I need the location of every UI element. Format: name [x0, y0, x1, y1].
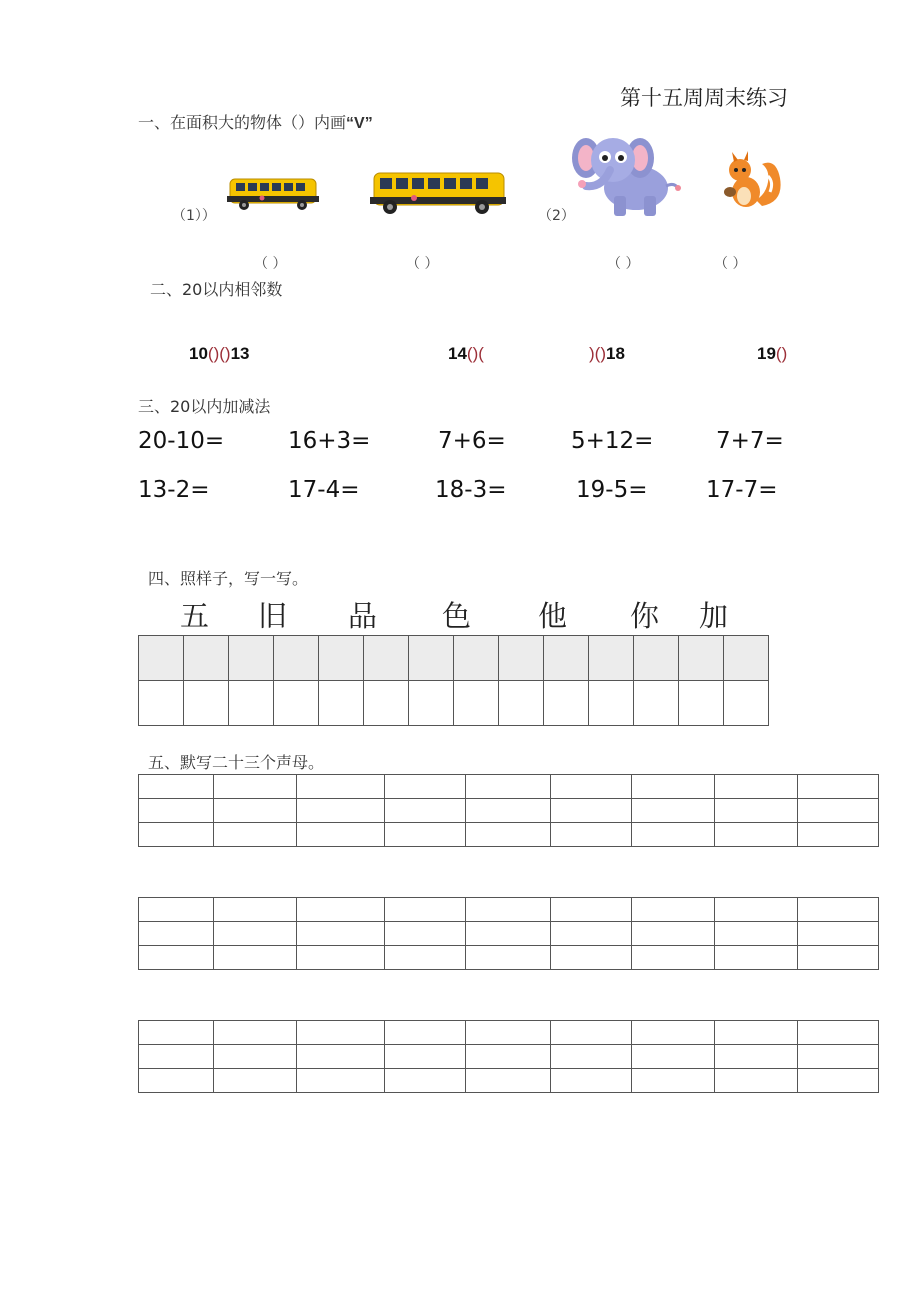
pinyin-cell[interactable]: [139, 799, 214, 823]
writing-cell[interactable]: [139, 636, 184, 681]
writing-cell[interactable]: [589, 636, 634, 681]
writing-cell[interactable]: [724, 681, 769, 726]
pinyin-grid-row: [139, 799, 879, 823]
pinyin-cell[interactable]: [214, 1045, 297, 1069]
writing-grid-row-sample: [139, 636, 769, 681]
writing-cell[interactable]: [184, 681, 229, 726]
section-1-mark: “V”: [346, 115, 373, 132]
pinyin-cell[interactable]: [139, 1045, 214, 1069]
neighbor-1-blanks[interactable]: ()(): [207, 344, 231, 363]
pinyin-cell[interactable]: [297, 898, 385, 922]
writing-cell[interactable]: [589, 681, 634, 726]
pinyin-cell[interactable]: [214, 946, 297, 970]
pinyin-grid-row: [139, 1045, 879, 1069]
pinyin-cell[interactable]: [466, 922, 551, 946]
writing-grid: [138, 635, 769, 726]
writing-cell[interactable]: [274, 681, 319, 726]
pinyin-grid-1: [138, 774, 879, 847]
pinyin-cell[interactable]: [632, 775, 715, 799]
neighbor-item-1: [189, 344, 250, 364]
page-title: 第十五周周末练习: [620, 86, 788, 110]
sample-char-7: 加: [699, 599, 729, 633]
writing-cell[interactable]: [679, 681, 724, 726]
pinyin-cell[interactable]: [715, 922, 798, 946]
pinyin-cell[interactable]: [385, 1045, 466, 1069]
pinyin-cell[interactable]: [798, 1069, 879, 1093]
pinyin-cell[interactable]: [139, 922, 214, 946]
pinyin-cell[interactable]: [385, 1069, 466, 1093]
writing-cell[interactable]: [544, 681, 589, 726]
pinyin-cell[interactable]: [214, 775, 297, 799]
pinyin-cell[interactable]: [715, 823, 798, 847]
pinyin-cell[interactable]: [385, 946, 466, 970]
pinyin-cell[interactable]: [139, 1069, 214, 1093]
pinyin-cell[interactable]: [632, 946, 715, 970]
squirrel-image: [718, 148, 784, 212]
writing-cell[interactable]: [409, 636, 454, 681]
pinyin-cell[interactable]: [798, 775, 879, 799]
pinyin-cell[interactable]: [297, 1045, 385, 1069]
pinyin-cell[interactable]: [466, 775, 551, 799]
neighbor-4-a: 19: [757, 344, 776, 363]
pinyin-grid-body: [139, 775, 879, 847]
pinyin-cell[interactable]: [214, 1069, 297, 1093]
writing-cell[interactable]: [409, 681, 454, 726]
equation-2-4: 19-5=: [576, 477, 648, 503]
writing-cell[interactable]: [679, 636, 724, 681]
pinyin-cell[interactable]: [297, 799, 385, 823]
pinyin-grid-body: [139, 1021, 879, 1093]
pinyin-cell[interactable]: [551, 1069, 632, 1093]
pinyin-cell[interactable]: [715, 799, 798, 823]
small-bus-image: [224, 176, 320, 212]
pinyin-grid-2: [138, 897, 879, 970]
pinyin-cell[interactable]: [632, 898, 715, 922]
pinyin-cell[interactable]: [385, 1021, 466, 1045]
neighbor-item-4: [757, 344, 787, 364]
writing-cell[interactable]: [499, 681, 544, 726]
writing-cell[interactable]: [544, 636, 589, 681]
section-1-label: [138, 110, 373, 133]
pinyin-cell[interactable]: [297, 1021, 385, 1045]
answer-paren-4[interactable]: （ ）: [714, 256, 747, 272]
pinyin-grid-row: [139, 922, 879, 946]
pinyin-cell[interactable]: [798, 823, 879, 847]
writing-grid-row-practice: [139, 681, 769, 726]
pinyin-grid-3: [138, 1020, 879, 1093]
pinyin-cell[interactable]: [798, 946, 879, 970]
pinyin-cell[interactable]: [214, 799, 297, 823]
pinyin-grid-row: [139, 775, 879, 799]
pinyin-grid-row: [139, 1069, 879, 1093]
pinyin-cell[interactable]: [551, 898, 632, 922]
writing-cell[interactable]: [184, 636, 229, 681]
pinyin-cell[interactable]: [551, 823, 632, 847]
pinyin-cell[interactable]: [715, 1045, 798, 1069]
pinyin-cell[interactable]: [385, 799, 466, 823]
sample-char-5: 他: [538, 599, 568, 633]
section-5-label: 五、默写二十三个声母。: [148, 753, 325, 772]
answer-paren-3[interactable]: （ ）: [607, 256, 640, 272]
pinyin-grid-row: [139, 946, 879, 970]
pinyin-cell[interactable]: [214, 1021, 297, 1045]
pinyin-cell[interactable]: [139, 946, 214, 970]
pinyin-cell[interactable]: [798, 898, 879, 922]
neighbor-item-2: [448, 344, 484, 364]
section-2-label: 二、20以内相邻数: [150, 280, 283, 299]
pinyin-cell[interactable]: [798, 1021, 879, 1045]
pinyin-cell[interactable]: [551, 775, 632, 799]
pinyin-cell[interactable]: [297, 946, 385, 970]
writing-cell[interactable]: [229, 681, 274, 726]
equation-1-1: 20-10=: [138, 428, 225, 454]
pinyin-cell[interactable]: [139, 823, 214, 847]
writing-cell[interactable]: [364, 636, 409, 681]
pinyin-cell[interactable]: [385, 898, 466, 922]
pinyin-cell[interactable]: [139, 1021, 214, 1045]
pinyin-cell[interactable]: [798, 922, 879, 946]
equation-2-2: 17-4=: [288, 477, 360, 503]
writing-cell[interactable]: [454, 636, 499, 681]
writing-cell[interactable]: [274, 636, 319, 681]
writing-cell[interactable]: [724, 636, 769, 681]
neighbor-2-blanks[interactable]: ()(: [466, 344, 484, 363]
pinyin-cell[interactable]: [715, 775, 798, 799]
pinyin-cell[interactable]: [551, 922, 632, 946]
pinyin-cell[interactable]: [632, 799, 715, 823]
pinyin-cell[interactable]: [466, 1069, 551, 1093]
pinyin-cell[interactable]: [385, 775, 466, 799]
neighbor-3-blanks[interactable]: )(): [589, 344, 606, 363]
pinyin-cell[interactable]: [297, 1069, 385, 1093]
pinyin-cell[interactable]: [466, 1045, 551, 1069]
pinyin-cell[interactable]: [715, 946, 798, 970]
pinyin-cell[interactable]: [798, 1045, 879, 1069]
writing-cell[interactable]: [229, 636, 274, 681]
answer-paren-1[interactable]: （ ）: [254, 256, 287, 272]
pinyin-cell[interactable]: [466, 1021, 551, 1045]
item-1-label: （1））: [172, 208, 216, 224]
pinyin-cell[interactable]: [551, 799, 632, 823]
pinyin-grid-row: [139, 823, 879, 847]
neighbor-1-c: 13: [230, 344, 250, 363]
equation-2-1: 13-2=: [138, 477, 210, 503]
equation-1-4: 5+12=: [571, 428, 654, 454]
pinyin-cell[interactable]: [632, 1021, 715, 1045]
pinyin-cell[interactable]: [715, 1021, 798, 1045]
pinyin-cell[interactable]: [466, 946, 551, 970]
pinyin-cell[interactable]: [551, 1021, 632, 1045]
pinyin-grid-body: [139, 898, 879, 970]
writing-cell[interactable]: [454, 681, 499, 726]
writing-cell[interactable]: [364, 681, 409, 726]
writing-cell[interactable]: [319, 636, 364, 681]
pinyin-cell[interactable]: [297, 823, 385, 847]
neighbor-3-c: 18: [605, 344, 625, 363]
writing-cell[interactable]: [319, 681, 364, 726]
pinyin-cell[interactable]: [798, 799, 879, 823]
equation-2-3: 18-3=: [435, 477, 507, 503]
neighbor-1-a: 10: [189, 344, 208, 363]
pinyin-cell[interactable]: [214, 898, 297, 922]
pinyin-cell[interactable]: [466, 823, 551, 847]
pinyin-cell[interactable]: [715, 898, 798, 922]
section-3-label: 三、20以内加减法: [138, 397, 271, 416]
sample-char-6: 你: [630, 599, 660, 633]
pinyin-cell[interactable]: [632, 823, 715, 847]
sample-char-4: 色: [442, 599, 472, 633]
pinyin-cell[interactable]: [214, 823, 297, 847]
section-1-prefix: 一、在面积大的物体（）内画: [138, 113, 347, 132]
pinyin-cell[interactable]: [466, 799, 551, 823]
sample-char-3: 品: [348, 599, 378, 633]
pinyin-cell[interactable]: [466, 898, 551, 922]
equation-2-5: 17-7=: [706, 477, 778, 503]
pinyin-cell[interactable]: [139, 898, 214, 922]
pinyin-cell[interactable]: [632, 1045, 715, 1069]
pinyin-grid-row: [139, 1021, 879, 1045]
writing-cell[interactable]: [634, 681, 679, 726]
pinyin-cell[interactable]: [551, 946, 632, 970]
sample-char-1: 五: [180, 599, 210, 633]
elephant-image: [572, 130, 684, 222]
equation-1-3: 7+6=: [438, 428, 506, 454]
pinyin-cell[interactable]: [551, 1045, 632, 1069]
pinyin-cell[interactable]: [385, 823, 466, 847]
neighbor-item-3: [589, 344, 625, 364]
equation-1-5: 7+7=: [716, 428, 784, 454]
writing-cell[interactable]: [499, 636, 544, 681]
pinyin-grid-row: [139, 898, 879, 922]
item-2-label: （2）: [538, 208, 575, 224]
large-bus-image: [366, 170, 508, 216]
neighbor-2-a: 14: [448, 344, 467, 363]
pinyin-cell[interactable]: [297, 775, 385, 799]
equation-1-2: 16+3=: [288, 428, 371, 454]
pinyin-cell[interactable]: [715, 1069, 798, 1093]
pinyin-cell[interactable]: [632, 1069, 715, 1093]
pinyin-cell[interactable]: [214, 922, 297, 946]
writing-cell[interactable]: [139, 681, 184, 726]
neighbor-4-blanks[interactable]: (): [775, 344, 788, 363]
answer-paren-2[interactable]: （ ）: [406, 256, 439, 272]
writing-cell[interactable]: [634, 636, 679, 681]
pinyin-cell[interactable]: [385, 922, 466, 946]
section-4-label: 四、照样子，写一写。: [148, 569, 309, 588]
sample-char-2: 旧: [258, 599, 288, 633]
pinyin-cell[interactable]: [297, 922, 385, 946]
pinyin-cell[interactable]: [139, 775, 214, 799]
pinyin-cell[interactable]: [632, 922, 715, 946]
